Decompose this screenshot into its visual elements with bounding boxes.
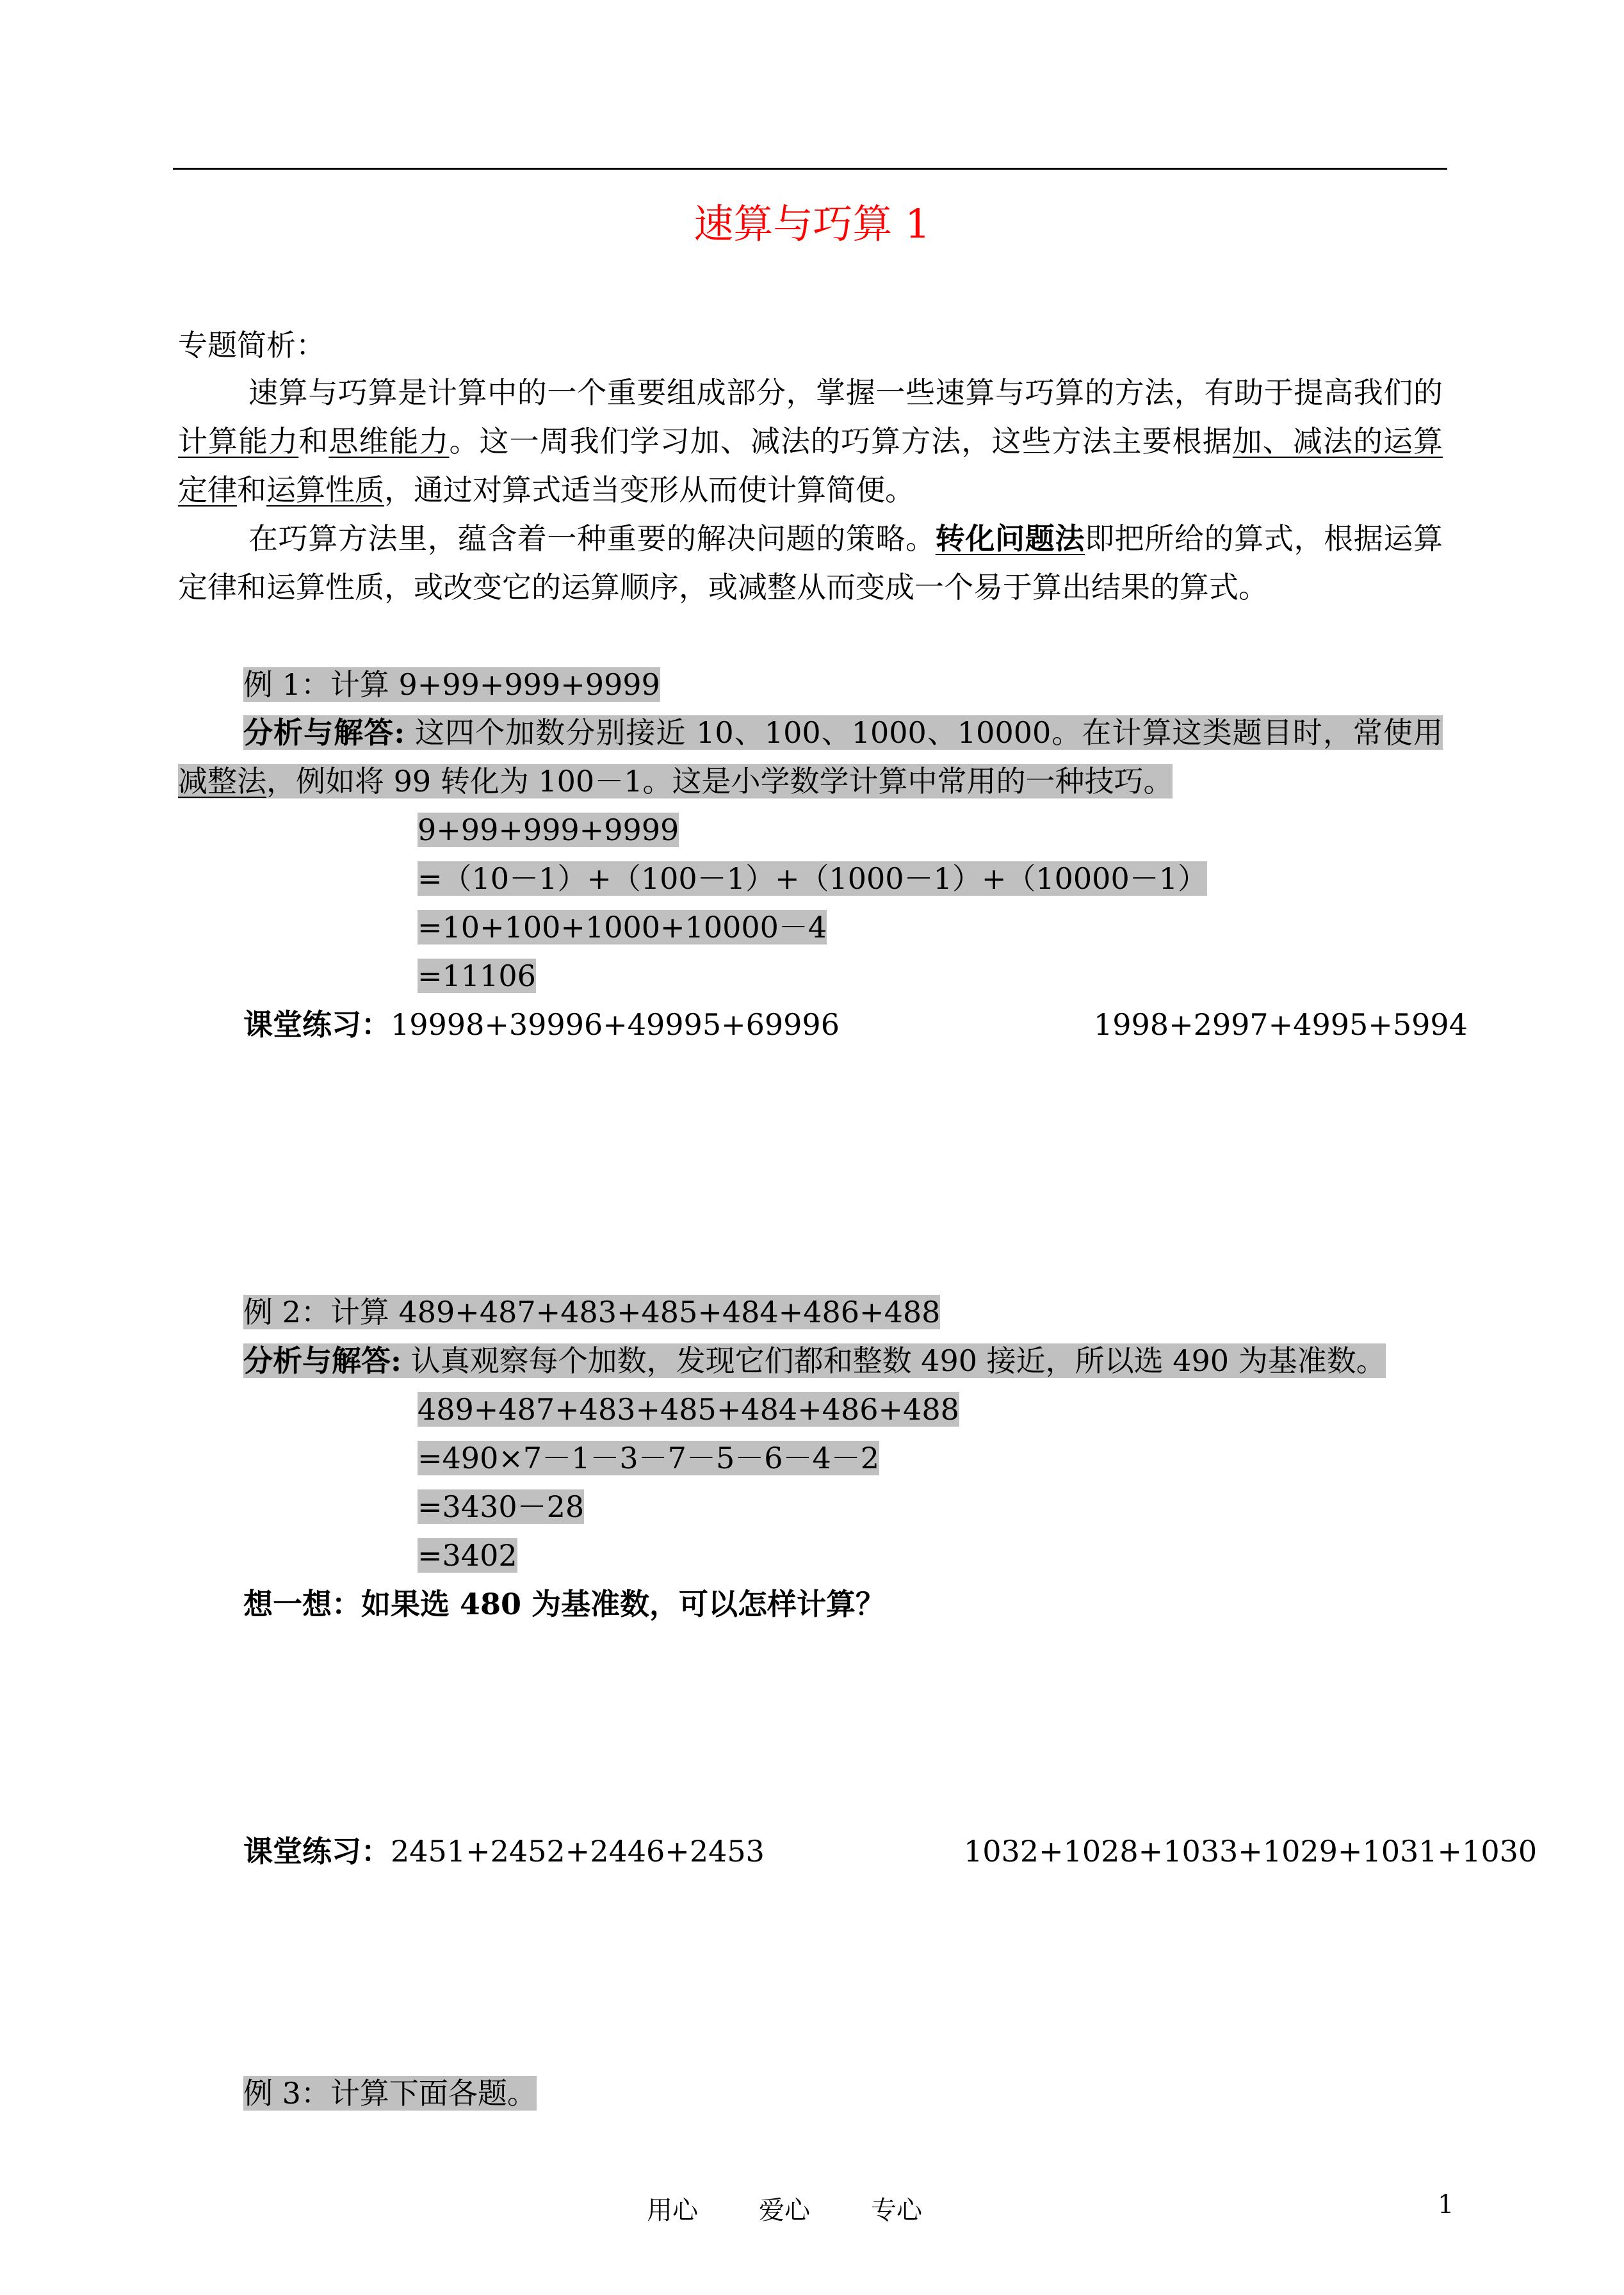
example1-step-3: =10+100+1000+10000－4 bbox=[418, 910, 827, 945]
example2-step-3: =3430－28 bbox=[418, 1489, 585, 1524]
example1-step-2: =（10－1）+（100－1）+（1000－1）+（10000－1） bbox=[418, 861, 1207, 896]
page-number: 1 bbox=[1438, 2190, 1454, 2219]
analysis-label: 分析与解答: bbox=[243, 1343, 402, 1378]
term-subtract-whole-method: 减整法 bbox=[178, 764, 266, 799]
example1-step-4: =11106 bbox=[418, 959, 536, 993]
example1-practice-b: 1998+2997+4995+5994 bbox=[1094, 1007, 1468, 1042]
intro-heading: 专题简析： bbox=[178, 328, 325, 362]
example2-practice-b: 1032+1028+1033+1029+1031+1030 bbox=[964, 1834, 1538, 1869]
practice-problem-a: 2451+2452+2446+2453 bbox=[391, 1834, 765, 1869]
page-title: 速算与巧算 1 bbox=[694, 200, 930, 247]
example1-step-1: 9+99+999+9999 bbox=[418, 813, 679, 847]
practice-problem-a: 19998+39996+49995+69996 bbox=[391, 1007, 840, 1042]
example2-practice: 课堂练习：2451+2452+2446+2453 bbox=[243, 1834, 765, 1869]
example2-analysis: 分析与解答: 认真观察每个加数，发现它们都和整数 490 接近，所以选 490 为基准数。 bbox=[243, 1343, 1386, 1378]
example1-analysis: 分析与解答: 这四个加数分别接近 10、100、1000、10000。在计算这类题目时，常使用减整法，例如将 99 转化为 100－1。这是小学数学计算中常用的一种技巧。 bbox=[178, 715, 1443, 799]
example2-label: 例 2：计算 489+487+483+485+484+486+488 bbox=[243, 1295, 941, 1329]
header-rule bbox=[173, 168, 1447, 170]
footer-motto-2: 爱心 bbox=[759, 2196, 810, 2225]
footer-motto-3: 专心 bbox=[871, 2196, 922, 2225]
term-transformation-method: 转化问题法 bbox=[935, 521, 1085, 556]
think-question: 想一想：如果选 480 为基准数，可以怎样计算？ bbox=[243, 1587, 886, 1621]
intro-paragraph-1: 速算与巧算是计算中的一个重要组成部分，掌握一些速算与巧算的方法，有助于提高我们的计算能力和思维能力。这一周我们学习加、减法的巧算方法，这些方法主要根据加、减法的运算定律和运算性质，通过对算式适当变形从而使计算简便。 bbox=[178, 375, 1443, 507]
example1-label: 例 1：计算 9+99+999+9999 bbox=[243, 667, 660, 702]
intro-paragraph-2: 在巧算方法里，蕴含着一种重要的解决问题的策略。转化问题法即把所给的算式，根据运算定律和运算性质，或改变它的运算顺序，或减整从而变成一个易于算出结果的算式。 bbox=[178, 521, 1443, 604]
term-thinking-ability: 思维能力 bbox=[329, 424, 450, 458]
term-operation-properties: 运算性质 bbox=[266, 473, 384, 507]
example2-step-1: 489+487+483+485+484+486+488 bbox=[418, 1392, 959, 1427]
example1-practice: 课堂练习：19998+39996+49995+69996 bbox=[243, 1007, 840, 1042]
analysis-label: 分析与解答: bbox=[243, 715, 405, 750]
example2-step-2: =490×7－1－3－7－5－6－4－2 bbox=[418, 1441, 880, 1475]
footer-motto-1: 用心 bbox=[647, 2196, 698, 2225]
term-operation-laws: 加、减法的运算定律 bbox=[178, 424, 1443, 507]
example3-label: 例 3：计算下面各题。 bbox=[243, 2076, 537, 2111]
term-calculation-ability: 计算能力 bbox=[178, 424, 299, 458]
example2-step-4: =3402 bbox=[418, 1538, 517, 1573]
